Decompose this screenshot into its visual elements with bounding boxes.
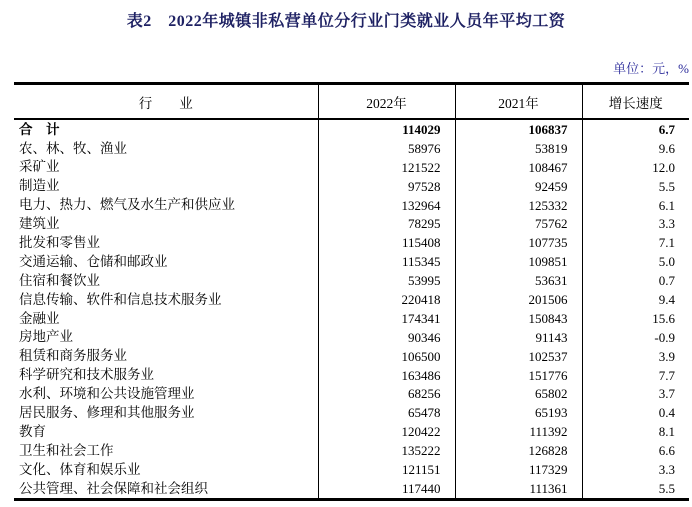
value-2021-cell: 117329 xyxy=(455,460,582,479)
table-row xyxy=(14,158,689,177)
industry-cell: 文化、体育和娱乐业 xyxy=(19,461,141,477)
value-2022-cell: 90346 xyxy=(318,328,455,347)
value-2021-cell: 111392 xyxy=(455,422,582,441)
value-2022-cell: 53995 xyxy=(318,271,455,290)
growth-cell: 9.4 xyxy=(582,290,689,309)
value-2021-cell: 108467 xyxy=(455,158,582,177)
value-2022-cell: 115345 xyxy=(318,252,455,271)
table-row xyxy=(14,177,689,196)
table-row xyxy=(14,347,689,366)
value-2021-cell: 125332 xyxy=(455,196,582,215)
table-row xyxy=(14,441,689,460)
table-row xyxy=(14,309,689,328)
column-header-2022: 2022年 xyxy=(318,84,455,120)
value-2022-cell: 163486 xyxy=(318,366,455,385)
growth-cell: 3.3 xyxy=(582,460,689,479)
industry-cell: 住宿和餐饮业 xyxy=(19,272,100,288)
wage-table xyxy=(14,82,689,501)
growth-cell: 5.5 xyxy=(582,177,689,196)
growth-cell: 6.1 xyxy=(582,196,689,215)
column-header-growth: 增长速度 xyxy=(582,84,689,120)
table-row xyxy=(14,271,689,290)
industry-cell: 农、林、牧、渔业 xyxy=(19,140,127,156)
value-2021-cell: 53819 xyxy=(455,139,582,158)
value-2021-cell: 65802 xyxy=(455,384,582,403)
industry-cell: 卫生和社会工作 xyxy=(19,442,114,458)
value-2021-cell: 106837 xyxy=(455,119,582,139)
industry-cell: 电力、热力、燃气及水生产和供应业 xyxy=(19,197,235,213)
growth-cell: 15.6 xyxy=(582,309,689,328)
value-2022-cell: 174341 xyxy=(318,309,455,328)
industry-cell: 信息传输、软件和信息技术服务业 xyxy=(19,291,222,307)
table-row xyxy=(14,384,689,403)
table-row xyxy=(14,403,689,422)
value-2022-cell: 78295 xyxy=(318,214,455,233)
industry-cell: 租赁和商务服务业 xyxy=(19,348,127,364)
value-2021-cell: 91143 xyxy=(455,328,582,347)
value-2021-cell: 201506 xyxy=(455,290,582,309)
table-row xyxy=(14,252,689,271)
value-2021-cell: 102537 xyxy=(455,347,582,366)
growth-cell: 3.9 xyxy=(582,347,689,366)
table-row xyxy=(14,422,689,441)
industry-cell: 批发和零售业 xyxy=(19,235,100,251)
growth-cell: 5.0 xyxy=(582,252,689,271)
value-2021-cell: 65193 xyxy=(455,403,582,422)
value-2021-cell: 151776 xyxy=(455,366,582,385)
table-row xyxy=(14,233,689,252)
industry-cell: 水利、环境和公共设施管理业 xyxy=(19,386,195,402)
growth-cell: 0.7 xyxy=(582,271,689,290)
value-2021-cell: 75762 xyxy=(455,214,582,233)
value-2022-cell: 106500 xyxy=(318,347,455,366)
value-2022-cell: 115408 xyxy=(318,233,455,252)
value-2022-cell: 120422 xyxy=(318,422,455,441)
industry-cell: 教育 xyxy=(19,423,46,439)
column-header-industry: 行 业 xyxy=(14,84,318,120)
industry-cell: 金融业 xyxy=(19,310,60,326)
table-row xyxy=(14,119,689,139)
table-row xyxy=(14,328,689,347)
table-header xyxy=(14,84,689,120)
header-row xyxy=(14,84,689,120)
value-2021-cell: 53631 xyxy=(455,271,582,290)
table-row xyxy=(14,139,689,158)
industry-cell: 交通运输、仓储和邮政业 xyxy=(19,253,168,269)
value-2022-cell: 114029 xyxy=(318,119,455,139)
value-2021-cell: 126828 xyxy=(455,441,582,460)
value-2022-cell: 117440 xyxy=(318,479,455,499)
industry-cell: 采矿业 xyxy=(19,159,60,175)
growth-cell: -0.9 xyxy=(582,328,689,347)
value-2022-cell: 58976 xyxy=(318,139,455,158)
industry-cell: 公共管理、社会保障和社会组织 xyxy=(19,480,208,496)
value-2022-cell: 121151 xyxy=(318,460,455,479)
value-2022-cell: 121522 xyxy=(318,158,455,177)
value-2022-cell: 68256 xyxy=(318,384,455,403)
industry-cell: 制造业 xyxy=(19,178,60,194)
value-2021-cell: 92459 xyxy=(455,177,582,196)
table-row xyxy=(14,196,689,215)
value-2021-cell: 111361 xyxy=(455,479,582,499)
growth-cell: 6.7 xyxy=(582,119,689,139)
industry-cell: 房地产业 xyxy=(19,329,73,345)
industry-cell: 科学研究和技术服务业 xyxy=(19,367,154,383)
growth-cell: 3.7 xyxy=(582,384,689,403)
value-2021-cell: 107735 xyxy=(455,233,582,252)
table-row xyxy=(14,460,689,479)
value-2021-cell: 150843 xyxy=(455,309,582,328)
industry-cell: 居民服务、修理和其他服务业 xyxy=(19,405,195,421)
value-2022-cell: 220418 xyxy=(318,290,455,309)
growth-cell: 7.1 xyxy=(582,233,689,252)
table-row xyxy=(14,366,689,385)
growth-cell: 7.7 xyxy=(582,366,689,385)
table-row xyxy=(14,290,689,309)
value-2022-cell: 65478 xyxy=(318,403,455,422)
table-body xyxy=(14,119,689,499)
growth-cell: 0.4 xyxy=(582,403,689,422)
value-2022-cell: 97528 xyxy=(318,177,455,196)
page-title: 表2 2022年城镇非私营单位分行业门类就业人员年平均工资 xyxy=(126,13,566,30)
column-header-2021: 2021年 xyxy=(455,84,582,120)
growth-cell: 8.1 xyxy=(582,422,689,441)
growth-cell: 12.0 xyxy=(582,158,689,177)
value-2022-cell: 132964 xyxy=(318,196,455,215)
growth-cell: 9.6 xyxy=(582,139,689,158)
industry-cell: 建筑业 xyxy=(19,216,60,232)
industry-cell: 合 计 xyxy=(19,121,60,137)
growth-cell: 3.3 xyxy=(582,214,689,233)
unit-label: 单位：元，% xyxy=(613,61,689,76)
growth-cell: 6.6 xyxy=(582,441,689,460)
value-2021-cell: 109851 xyxy=(455,252,582,271)
table-row xyxy=(14,479,689,499)
table-row xyxy=(14,214,689,233)
value-2022-cell: 135222 xyxy=(318,441,455,460)
growth-cell: 5.5 xyxy=(582,479,689,499)
